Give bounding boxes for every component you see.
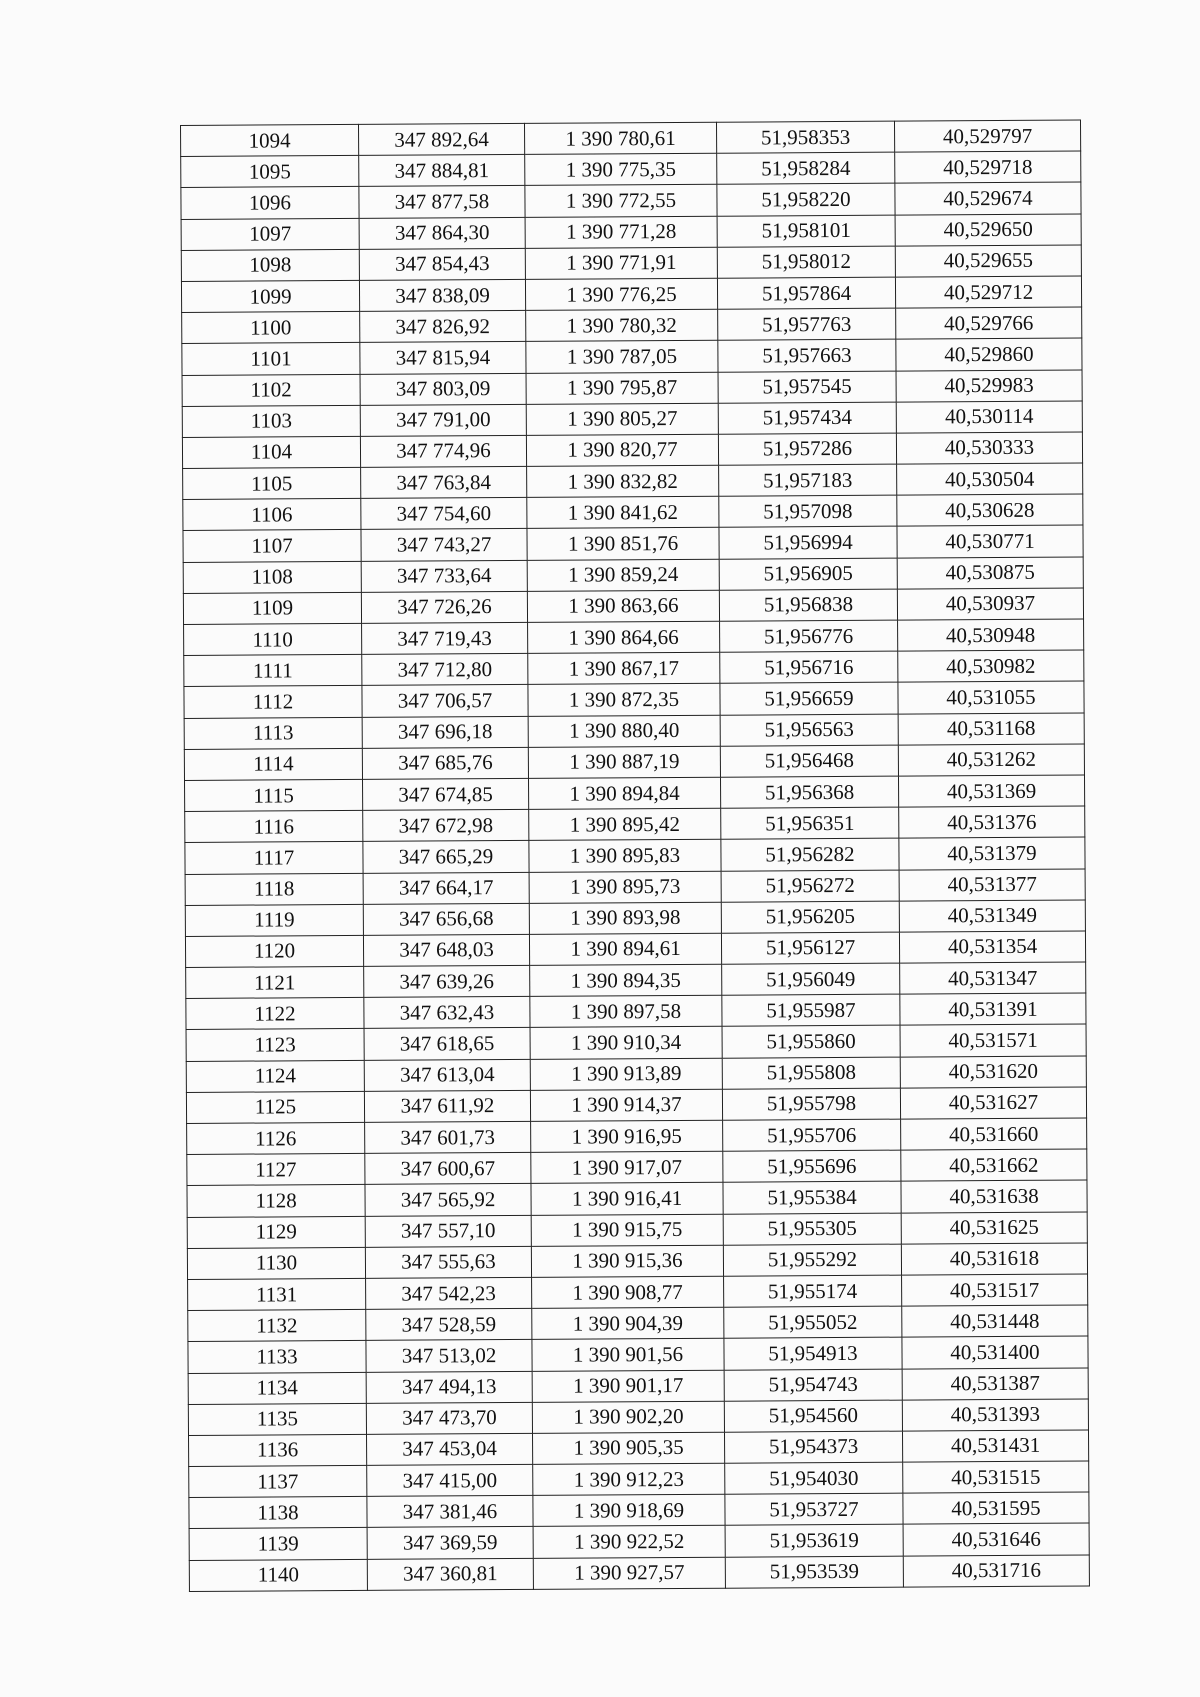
x-coordinate-cell: 347 656,68 [363,903,529,935]
point-number-cell: 1125 [186,1091,364,1123]
y-coordinate-cell: 1 390 916,95 [531,1120,723,1152]
latitude-cell: 51,954030 [725,1462,903,1494]
point-number-cell: 1109 [183,592,361,624]
latitude-cell: 51,956468 [720,745,898,777]
y-coordinate-cell: 1 390 894,84 [528,777,720,809]
x-coordinate-cell: 347 611,92 [364,1090,530,1122]
latitude-cell: 51,955052 [724,1306,902,1338]
y-coordinate-cell: 1 390 880,40 [528,715,720,747]
longitude-cell: 40,531391 [900,993,1086,1025]
x-coordinate-cell: 347 542,23 [366,1277,532,1309]
latitude-cell: 51,956368 [720,776,898,808]
y-coordinate-cell: 1 390 864,66 [528,621,720,653]
latitude-cell: 51,955860 [722,1026,900,1058]
longitude-cell: 40,529766 [896,307,1082,339]
y-coordinate-cell: 1 390 872,35 [528,684,720,716]
x-coordinate-cell: 347 555,63 [365,1246,531,1278]
point-number-cell: 1123 [186,1029,364,1061]
y-coordinate-cell: 1 390 915,36 [531,1245,723,1277]
point-number-cell: 1095 [181,156,359,188]
y-coordinate-cell: 1 390 902,20 [532,1401,724,1433]
longitude-cell: 40,529718 [895,151,1081,183]
point-number-cell: 1118 [185,873,363,905]
latitude-cell: 51,956282 [721,838,899,870]
longitude-cell: 40,531716 [903,1555,1089,1587]
x-coordinate-cell: 347 674,85 [363,778,529,810]
latitude-cell: 51,957434 [718,402,896,434]
longitude-cell: 40,531347 [900,962,1086,994]
coordinates-table [180,119,1090,1591]
longitude-cell: 40,530771 [897,525,1083,557]
x-coordinate-cell: 347 473,70 [366,1402,532,1434]
longitude-cell: 40,530982 [898,650,1084,682]
longitude-cell: 40,529983 [896,369,1082,401]
y-coordinate-cell: 1 390 915,75 [531,1214,723,1246]
latitude-cell: 51,953619 [725,1525,903,1557]
point-number-cell: 1128 [187,1185,365,1217]
point-number-cell: 1103 [182,405,360,437]
y-coordinate-cell: 1 390 805,27 [526,403,718,435]
x-coordinate-cell: 347 513,02 [366,1340,532,1372]
y-coordinate-cell: 1 390 910,34 [530,1027,722,1059]
y-coordinate-cell: 1 390 894,35 [530,964,722,996]
point-number-cell: 1108 [183,561,361,593]
x-coordinate-cell: 347 838,09 [359,279,525,311]
longitude-cell: 40,530948 [898,619,1084,651]
point-number-cell: 1104 [182,436,360,468]
longitude-cell: 40,531662 [901,1149,1087,1181]
x-coordinate-cell: 347 360,81 [367,1558,533,1590]
x-coordinate-cell: 347 763,84 [361,466,527,498]
latitude-cell: 51,957663 [718,339,896,371]
x-coordinate-cell: 347 381,46 [367,1496,533,1528]
x-coordinate-cell: 347 803,09 [360,373,526,405]
point-number-cell: 1114 [184,748,362,780]
longitude-cell: 40,531393 [902,1399,1088,1431]
x-coordinate-cell: 347 733,64 [361,560,527,592]
y-coordinate-cell: 1 390 914,37 [530,1089,722,1121]
x-coordinate-cell: 347 826,92 [360,311,526,343]
point-number-cell: 1120 [185,935,363,967]
longitude-cell: 40,531595 [903,1492,1089,1524]
x-coordinate-cell: 347 774,96 [360,435,526,467]
x-coordinate-cell: 347 854,43 [359,248,525,280]
y-coordinate-cell: 1 390 894,61 [529,933,721,965]
point-number-cell: 1102 [182,374,360,406]
x-coordinate-cell: 347 877,58 [359,186,525,218]
longitude-cell: 40,529650 [895,214,1081,246]
x-coordinate-cell: 347 600,67 [365,1153,531,1185]
point-number-cell: 1105 [183,467,361,499]
point-number-cell: 1129 [187,1216,365,1248]
latitude-cell: 51,958220 [717,184,895,216]
point-number-cell: 1110 [184,623,362,655]
longitude-cell: 40,529797 [894,120,1080,152]
longitude-cell: 40,531377 [899,868,1085,900]
longitude-cell: 40,531571 [900,1024,1086,1056]
longitude-cell: 40,531646 [903,1523,1089,1555]
y-coordinate-cell: 1 390 795,87 [526,372,718,404]
point-number-cell: 1140 [189,1559,367,1591]
point-number-cell: 1113 [184,717,362,749]
point-number-cell: 1101 [182,343,360,375]
longitude-cell: 40,530504 [897,463,1083,495]
longitude-cell: 40,531620 [900,1056,1086,1088]
x-coordinate-cell: 347 613,04 [364,1059,530,1091]
y-coordinate-cell: 1 390 895,83 [529,840,721,872]
point-number-cell: 1124 [186,1060,364,1092]
point-number-cell: 1094 [181,124,359,156]
latitude-cell: 51,955706 [723,1119,901,1151]
latitude-cell: 51,956659 [720,682,898,714]
x-coordinate-cell: 347 639,26 [364,965,530,997]
latitude-cell: 51,957183 [719,464,897,496]
x-coordinate-cell: 347 696,18 [362,716,528,748]
x-coordinate-cell: 347 565,92 [365,1184,531,1216]
y-coordinate-cell: 1 390 832,82 [527,465,719,497]
longitude-cell: 40,530114 [896,401,1082,433]
y-coordinate-cell: 1 390 904,39 [532,1307,724,1339]
point-number-cell: 1106 [183,499,361,531]
y-coordinate-cell: 1 390 787,05 [526,341,718,373]
point-number-cell: 1107 [183,530,361,562]
x-coordinate-cell: 347 369,59 [367,1527,533,1559]
y-coordinate-cell: 1 390 775,35 [525,153,717,185]
longitude-cell: 40,531638 [901,1180,1087,1212]
x-coordinate-cell: 347 815,94 [360,342,526,374]
latitude-cell: 51,956905 [719,558,897,590]
point-number-cell: 1117 [185,842,363,874]
latitude-cell: 51,957864 [717,277,895,309]
x-coordinate-cell: 347 415,00 [367,1464,533,1496]
x-coordinate-cell: 347 685,76 [362,747,528,779]
y-coordinate-cell: 1 390 912,23 [533,1463,725,1495]
y-coordinate-cell: 1 390 905,35 [532,1432,724,1464]
latitude-cell: 51,956272 [721,870,899,902]
latitude-cell: 51,956351 [721,807,899,839]
x-coordinate-cell: 347 632,43 [364,997,530,1029]
x-coordinate-cell: 347 672,98 [363,810,529,842]
longitude-cell: 40,531448 [902,1305,1088,1337]
y-coordinate-cell: 1 390 901,56 [532,1339,724,1371]
y-coordinate-cell: 1 390 820,77 [526,434,718,466]
point-number-cell: 1130 [187,1247,365,1279]
longitude-cell: 40,529674 [895,182,1081,214]
point-number-cell: 1137 [189,1465,367,1497]
point-number-cell: 1115 [185,779,363,811]
latitude-cell: 51,958284 [717,152,895,184]
longitude-cell: 40,531055 [898,681,1084,713]
longitude-cell: 40,531618 [901,1243,1087,1275]
longitude-cell: 40,531369 [898,775,1084,807]
point-number-cell: 1112 [184,686,362,718]
longitude-cell: 40,530628 [897,494,1083,526]
x-coordinate-cell: 347 884,81 [359,155,525,187]
y-coordinate-cell: 1 390 780,32 [526,309,718,341]
y-coordinate-cell: 1 390 780,61 [524,122,716,154]
table-row [189,1555,1089,1592]
point-number-cell: 1122 [186,998,364,1030]
point-number-cell: 1139 [189,1528,367,1560]
point-number-cell: 1119 [185,904,363,936]
latitude-cell: 51,955808 [722,1057,900,1089]
y-coordinate-cell: 1 390 863,66 [527,590,719,622]
latitude-cell: 51,957545 [718,371,896,403]
longitude-cell: 40,531515 [903,1461,1089,1493]
longitude-cell: 40,531517 [902,1274,1088,1306]
y-coordinate-cell: 1 390 841,62 [527,496,719,528]
point-number-cell: 1127 [187,1154,365,1186]
longitude-cell: 40,530875 [897,557,1083,589]
latitude-cell: 51,955987 [722,994,900,1026]
x-coordinate-cell: 347 648,03 [363,934,529,966]
latitude-cell: 51,955384 [723,1181,901,1213]
point-number-cell: 1121 [186,966,364,998]
longitude-cell: 40,531262 [898,744,1084,776]
y-coordinate-cell: 1 390 859,24 [527,559,719,591]
longitude-cell: 40,530937 [897,588,1083,620]
y-coordinate-cell: 1 390 893,98 [529,902,721,934]
latitude-cell: 51,956205 [721,901,899,933]
longitude-cell: 40,531625 [901,1212,1087,1244]
y-coordinate-cell: 1 390 887,19 [528,746,720,778]
point-number-cell: 1100 [182,312,360,344]
y-coordinate-cell: 1 390 776,25 [525,278,717,310]
x-coordinate-cell: 347 453,04 [367,1433,533,1465]
latitude-cell: 51,955305 [723,1213,901,1245]
y-coordinate-cell: 1 390 918,69 [533,1494,725,1526]
latitude-cell: 51,956049 [722,963,900,995]
x-coordinate-cell: 347 712,80 [362,654,528,686]
point-number-cell: 1099 [181,280,359,312]
latitude-cell: 51,958012 [717,246,895,278]
latitude-cell: 51,957286 [718,433,896,465]
longitude-cell: 40,530333 [896,432,1082,464]
latitude-cell: 51,954743 [724,1369,902,1401]
point-number-cell: 1131 [188,1278,366,1310]
y-coordinate-cell: 1 390 895,42 [529,808,721,840]
coordinates-table-body [181,120,1090,1591]
point-number-cell: 1132 [188,1310,366,1342]
longitude-cell: 40,531660 [901,1118,1087,1150]
point-number-cell: 1133 [188,1341,366,1373]
x-coordinate-cell: 347 665,29 [363,841,529,873]
latitude-cell: 51,954373 [724,1431,902,1463]
point-number-cell: 1098 [181,249,359,281]
point-number-cell: 1136 [189,1434,367,1466]
y-coordinate-cell: 1 390 917,07 [531,1151,723,1183]
longitude-cell: 40,531349 [899,900,1085,932]
point-number-cell: 1138 [189,1497,367,1529]
latitude-cell: 51,958353 [716,121,894,153]
longitude-cell: 40,529655 [895,245,1081,277]
y-coordinate-cell: 1 390 913,89 [530,1058,722,1090]
point-number-cell: 1134 [188,1372,366,1404]
point-number-cell: 1116 [185,811,363,843]
y-coordinate-cell: 1 390 851,76 [527,528,719,560]
longitude-cell: 40,531627 [900,1087,1086,1119]
latitude-cell: 51,956776 [720,620,898,652]
y-coordinate-cell: 1 390 772,55 [525,185,717,217]
x-coordinate-cell: 347 754,60 [361,498,527,530]
latitude-cell: 51,955174 [724,1275,902,1307]
latitude-cell: 51,954560 [724,1400,902,1432]
point-number-cell: 1126 [187,1122,365,1154]
y-coordinate-cell: 1 390 916,41 [531,1183,723,1215]
longitude-cell: 40,531400 [902,1336,1088,1368]
longitude-cell: 40,529860 [896,338,1082,370]
latitude-cell: 51,953539 [725,1556,903,1588]
x-coordinate-cell: 347 743,27 [361,529,527,561]
latitude-cell: 51,956716 [720,651,898,683]
longitude-cell: 40,529712 [895,276,1081,308]
y-coordinate-cell: 1 390 867,17 [528,652,720,684]
longitude-cell: 40,531431 [902,1430,1088,1462]
y-coordinate-cell: 1 390 897,58 [530,995,722,1027]
latitude-cell: 51,957098 [719,495,897,527]
longitude-cell: 40,531354 [899,931,1085,963]
y-coordinate-cell: 1 390 922,52 [533,1526,725,1558]
latitude-cell: 51,955292 [723,1244,901,1276]
latitude-cell: 51,956994 [719,527,897,559]
y-coordinate-cell: 1 390 895,73 [529,871,721,903]
x-coordinate-cell: 347 791,00 [360,404,526,436]
x-coordinate-cell: 347 618,65 [364,1028,530,1060]
point-number-cell: 1111 [184,655,362,687]
y-coordinate-cell: 1 390 927,57 [533,1557,725,1589]
x-coordinate-cell: 347 557,10 [365,1215,531,1247]
x-coordinate-cell: 347 706,57 [362,685,528,717]
y-coordinate-cell: 1 390 771,28 [525,216,717,248]
point-number-cell: 1096 [181,187,359,219]
x-coordinate-cell: 347 494,13 [366,1371,532,1403]
longitude-cell: 40,531379 [899,837,1085,869]
latitude-cell: 51,955798 [722,1088,900,1120]
x-coordinate-cell: 347 664,17 [363,872,529,904]
latitude-cell: 51,958101 [717,215,895,247]
point-number-cell: 1097 [181,218,359,250]
latitude-cell: 51,955696 [723,1150,901,1182]
y-coordinate-cell: 1 390 908,77 [532,1276,724,1308]
longitude-cell: 40,531387 [902,1367,1088,1399]
latitude-cell: 51,956563 [720,714,898,746]
x-coordinate-cell: 347 864,30 [359,217,525,249]
latitude-cell: 51,953727 [725,1493,903,1525]
x-coordinate-cell: 347 719,43 [362,622,528,654]
x-coordinate-cell: 347 601,73 [365,1121,531,1153]
x-coordinate-cell: 347 726,26 [361,591,527,623]
x-coordinate-cell: 347 892,64 [358,123,524,155]
latitude-cell: 51,954913 [724,1337,902,1369]
latitude-cell: 51,956838 [719,589,897,621]
y-coordinate-cell: 1 390 901,17 [532,1370,724,1402]
longitude-cell: 40,531168 [898,713,1084,745]
longitude-cell: 40,531376 [899,806,1085,838]
latitude-cell: 51,957763 [718,308,896,340]
x-coordinate-cell: 347 528,59 [366,1308,532,1340]
latitude-cell: 51,956127 [721,932,899,964]
point-number-cell: 1135 [188,1403,366,1435]
y-coordinate-cell: 1 390 771,91 [525,247,717,279]
